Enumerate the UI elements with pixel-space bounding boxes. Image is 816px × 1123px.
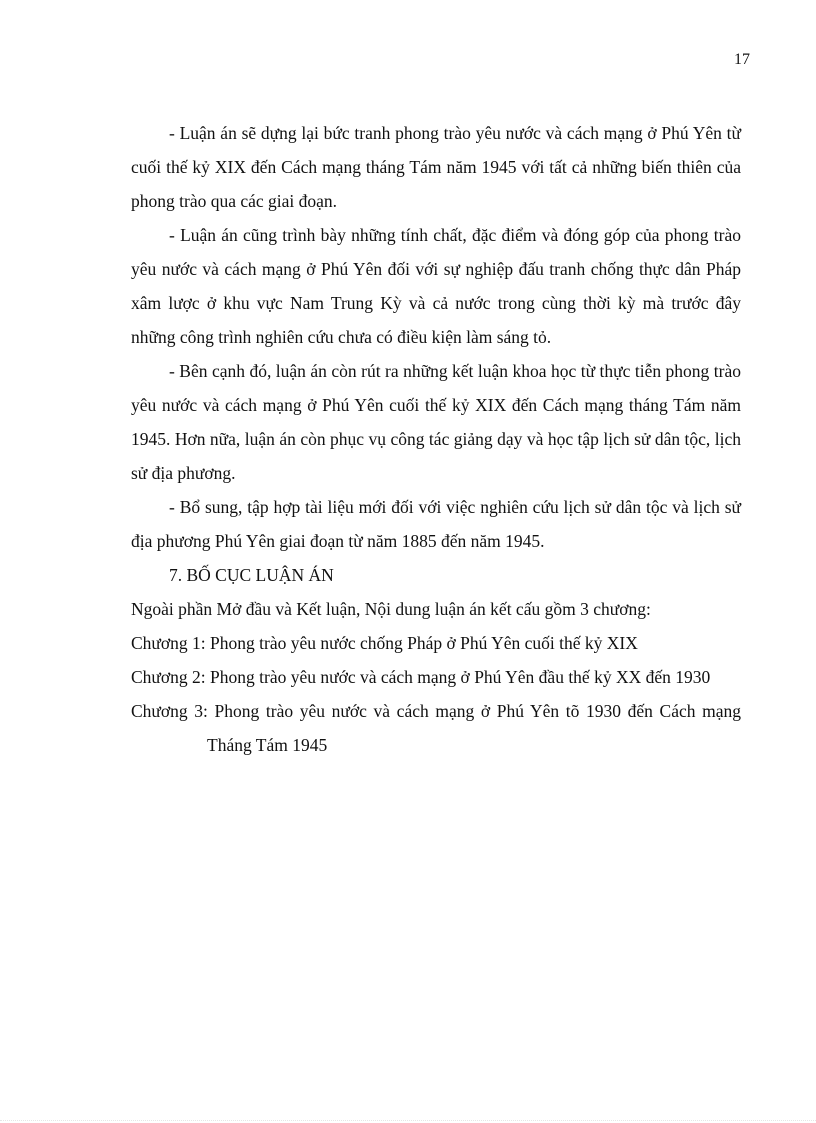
chapter-item: Chương 2: Phong trào yêu nước và cách mạng ở Phú Yên đầu thế kỷ XX đến 1930 — [131, 667, 711, 687]
chapter-item: Chương 1: Phong trào yêu nước chống Pháp ở Phú Yên cuối thế kỷ XIX — [131, 633, 638, 653]
section-heading: 7. BỐ CỤC LUẬN ÁN — [169, 565, 334, 585]
chapter-item: Chương 3: Phong trào yêu nước và cách mạng ở Phú Yên tõ 1930 đến Cách mạng Tháng Tám 1945 — [131, 701, 741, 755]
structure-intro: Ngoài phần Mở đầu và Kết luận, Nội dung luận án kết cấu gồm 3 chương: — [131, 599, 651, 619]
document-body — [131, 116, 741, 762]
paragraph: - Bổ sung, tập hợp tài liệu mới đối với việc nghiên cứu lịch sử dân tộc và lịch sử địa phương Phú Yên giai đoạn từ năm 1885 đến năm 1945. — [131, 497, 741, 551]
page-bottom-rule — [0, 1120, 816, 1121]
page-number: 17 — [734, 51, 750, 68]
paragraph: - Luận án sẽ dựng lại bức tranh phong trào yêu nước và cách mạng ở Phú Yên từ cuối thế kỷ XIX đến Cách mạng tháng Tám năm 1945 với tất cả những biến thiên của phong trào qua các giai đoạn. — [131, 123, 741, 211]
paragraph: - Luận án cũng trình bày những tính chất, đặc điểm và đóng góp của phong trào yêu nước và cách mạng ở Phú Yên đối với sự nghiệp đấu tranh chống thực dân Pháp xâm lược ở khu vực Nam Trung Kỳ và cả nước trong cùng thời kỳ mà trước đây những công trình nghiên cứu chưa có điều kiện làm sáng tỏ. — [131, 225, 741, 347]
paragraph: - Bên cạnh đó, luận án còn rút ra những kết luận khoa học từ thực tiễn phong trào yêu nước và cách mạng ở Phú Yên cuối thế kỷ XIX đến Cách mạng tháng Tám năm 1945. Hơn nữa, luận án còn phục vụ công tác giảng dạy và học tập lịch sử dân tộc, lịch sử địa phương. — [131, 361, 741, 483]
